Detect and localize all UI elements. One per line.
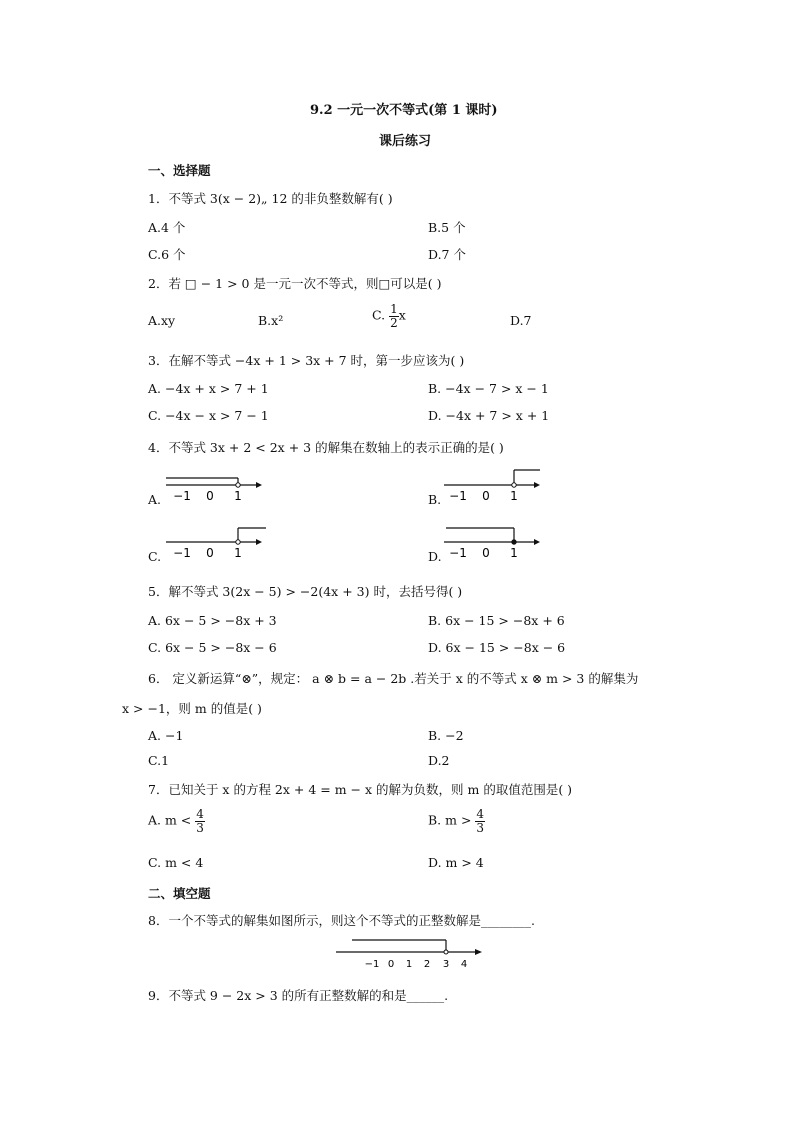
number-line-b	[440, 465, 546, 505]
tick-label: −1	[173, 489, 191, 503]
tick-label: −1	[449, 546, 467, 560]
question-1-stem: 1．不等式 3(x − 2)„ 12 的非负整数解有( )	[148, 191, 393, 206]
fraction-numerator: 4	[196, 807, 204, 821]
question-5-option-b: B. 6x − 15 > −8x + 6	[428, 613, 565, 628]
question-2-option-b: B.x²	[258, 313, 284, 328]
option-b-label: B. m >	[428, 812, 472, 828]
question-4-option-b: B.	[428, 492, 442, 507]
section-heading-choice: 一、选择题	[148, 163, 211, 178]
tick-label: 0	[206, 489, 214, 503]
page-title: 9.2 一元一次不等式(第 1 课时)	[310, 103, 498, 118]
question-7-option-d: D. m > 4	[428, 855, 484, 870]
question-5-option-a: A. 6x − 5 > −8x + 3	[148, 613, 277, 628]
fraction-denominator: 2	[390, 315, 398, 330]
question-6-stem: 6． 定义新运算“⊗”，规定： a ⊗ b = a − 2b .若关于 x 的不等式 x ⊗ m > 3 的解集为	[148, 671, 639, 686]
number-line-q8	[334, 934, 486, 974]
question-6-option-d: D.2	[428, 753, 450, 768]
question-2-option-c	[372, 303, 406, 329]
tick-label: 0	[206, 546, 214, 560]
question-7-option-a	[148, 808, 205, 834]
page-subtitle: 课后练习	[379, 134, 432, 149]
question-2-option-d: D.7	[510, 313, 532, 328]
question-6-option-b: B. −2	[428, 728, 464, 743]
number-line-d	[440, 522, 546, 562]
section-heading-fill-in: 二、填空题	[148, 886, 211, 901]
question-6-stem-continued: x > −1，则 m 的值是( )	[122, 701, 262, 716]
question-3-option-d: D. −4x + 7 > x + 1	[428, 408, 550, 423]
tick-label: −1	[173, 546, 191, 560]
tick-label: 1	[510, 546, 518, 560]
question-7-option-c: C. m < 4	[148, 855, 204, 870]
tick-label: 1	[405, 959, 413, 970]
question-4-option-c: C.	[148, 549, 162, 564]
tick-label: 4	[460, 959, 468, 970]
question-2-option-a: A.xy	[148, 313, 176, 328]
number-line-a	[162, 465, 268, 505]
question-5-option-d: D. 6x − 15 > −8x − 6	[428, 640, 566, 655]
number-line-c	[162, 522, 268, 562]
question-7-option-b	[428, 808, 485, 834]
tick-label: 1	[510, 489, 518, 503]
question-5-option-c: C. 6x − 5 > −8x − 6	[148, 640, 277, 655]
fraction-denominator: 3	[196, 820, 204, 835]
tick-label: 1	[234, 489, 242, 503]
tick-label: 2	[423, 959, 431, 970]
question-8-stem: 8．一个不等式的解集如图所示，则这个不等式的正整数解是________.	[148, 913, 535, 928]
question-4-option-d: D.	[428, 549, 442, 564]
question-1-option-d: D.7 个	[428, 247, 466, 262]
tick-label: −1	[364, 959, 380, 970]
question-2-stem: 2．若 □ − 1 > 0 是一元一次不等式，则□可以是( )	[148, 276, 442, 291]
option-c-label: C.	[372, 307, 386, 323]
question-1-option-a: A.4 个	[148, 220, 186, 235]
question-9-stem: 9．不等式 9 − 2x > 3 的所有正整数解的和是______.	[148, 988, 449, 1003]
question-6-option-c: C.1	[148, 753, 170, 768]
tick-label: 0	[482, 546, 490, 560]
fraction-denominator: 3	[476, 820, 485, 835]
question-3-stem: 3．在解不等式 −4x + 1 > 3x + 7 时，第一步应该为( )	[148, 353, 465, 368]
question-3-option-a: A. −4x + x > 7 + 1	[148, 381, 269, 396]
fraction-numerator: 1	[390, 302, 398, 316]
question-6-option-a: A. −1	[148, 728, 184, 743]
fraction-one-half	[389, 303, 399, 329]
fraction-four-thirds	[475, 808, 485, 834]
question-3-option-c: C. −4x − x > 7 − 1	[148, 408, 269, 423]
question-5-stem: 5．解不等式 3(2x − 5) > −2(4x + 3) 时，去括号得( )	[148, 584, 463, 599]
question-7-stem: 7．已知关于 x 的方程 2x + 4 = m − x 的解为负数，则 m 的取值范围是( )	[148, 782, 573, 797]
option-a-label: A. m <	[148, 812, 192, 828]
tick-label: 3	[442, 959, 450, 970]
fraction-numerator: 4	[476, 807, 485, 821]
question-4-stem: 4．不等式 3x + 2 < 2x + 3 的解集在数轴上的表示正确的是( )	[148, 440, 504, 455]
tick-label: 1	[234, 546, 242, 560]
question-4-option-a: A.	[148, 492, 162, 507]
tick-label: 0	[387, 959, 395, 970]
tick-label: −1	[449, 489, 467, 503]
option-c-variable: x	[398, 307, 406, 323]
question-1-option-b: B.5 个	[428, 220, 466, 235]
question-1-option-c: C.6 个	[148, 247, 186, 262]
question-3-option-b: B. −4x − 7 > x − 1	[428, 381, 549, 396]
tick-label: 0	[482, 489, 490, 503]
fraction-four-thirds	[195, 808, 205, 834]
